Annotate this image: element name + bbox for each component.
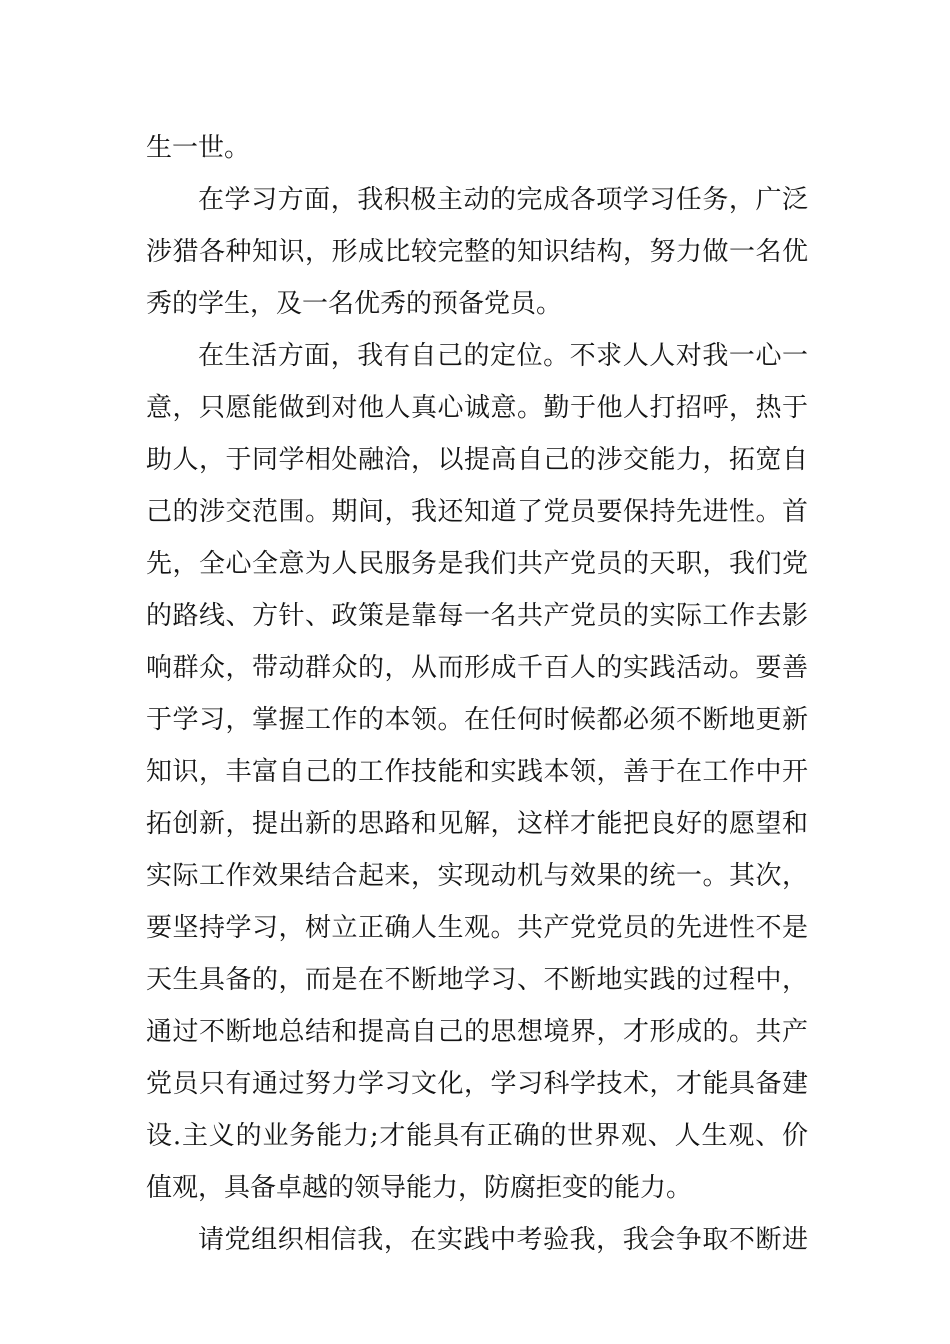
paragraph-first-line: 在学习方面，我积极主动的完成各项学习任务，广泛: [198, 185, 808, 215]
text-line: 先，全心全意为人民服务是我们共产党员的天职，我们党: [146, 549, 808, 579]
paragraph-first-line: 在生活方面，我有自己的定位。不求人人对我一心一: [198, 341, 808, 371]
text-line: 的路线、方针、政策是靠每一名共产党员的实际工作去影: [146, 601, 808, 631]
text-line: 涉猎各种知识，形成比较完整的知识结构，努力做一名优: [146, 237, 808, 267]
text-line: 于学习，掌握工作的本领。在任何时候都必须不断地更新: [146, 705, 808, 735]
text-line: 生一世。: [146, 133, 251, 163]
text-line: 党员只有通过努力学习文化，学习科学技术，才能具备建: [146, 1069, 808, 1099]
text-line: 要坚持学习，树立正确人生观。共产党党员的先进性不是: [146, 913, 808, 943]
text-line: 意，只愿能做到对他人真心诚意。勤于他人打招呼，热于: [146, 393, 808, 423]
text-line: 助人，于同学相处融洽，以提高自己的涉交能力，拓宽自: [146, 445, 808, 475]
text-line: 秀的学生，及一名优秀的预备党员。: [146, 289, 563, 319]
text-line: 知识，丰富自己的工作技能和实践本领，善于在工作中开: [146, 757, 808, 787]
paragraph-first-line: 请党组织相信我，在实践中考验我，我会争取不断进: [198, 1225, 808, 1255]
text-line: 实际工作效果结合起来，实现动机与效果的统一。其次，: [146, 861, 808, 891]
text-line: 通过不断地总结和提高自己的思想境界，才形成的。共产: [146, 1017, 808, 1047]
text-line: 己的涉交范围。期间，我还知道了党员要保持先进性。首: [146, 497, 808, 527]
text-line: 天生具备的，而是在不断地学习、不断地实践的过程中，: [146, 965, 808, 995]
text-line: 响群众，带动群众的，从而形成千百人的实践活动。要善: [146, 653, 808, 683]
text-line: 拓创新，提出新的思路和见解，这样才能把良好的愿望和: [146, 809, 808, 839]
text-line: 设.主义的业务能力;才能具有正确的世界观、人生观、价: [146, 1121, 808, 1151]
text-line: 值观，具备卓越的领导能力，防腐拒变的能力。: [146, 1173, 693, 1203]
